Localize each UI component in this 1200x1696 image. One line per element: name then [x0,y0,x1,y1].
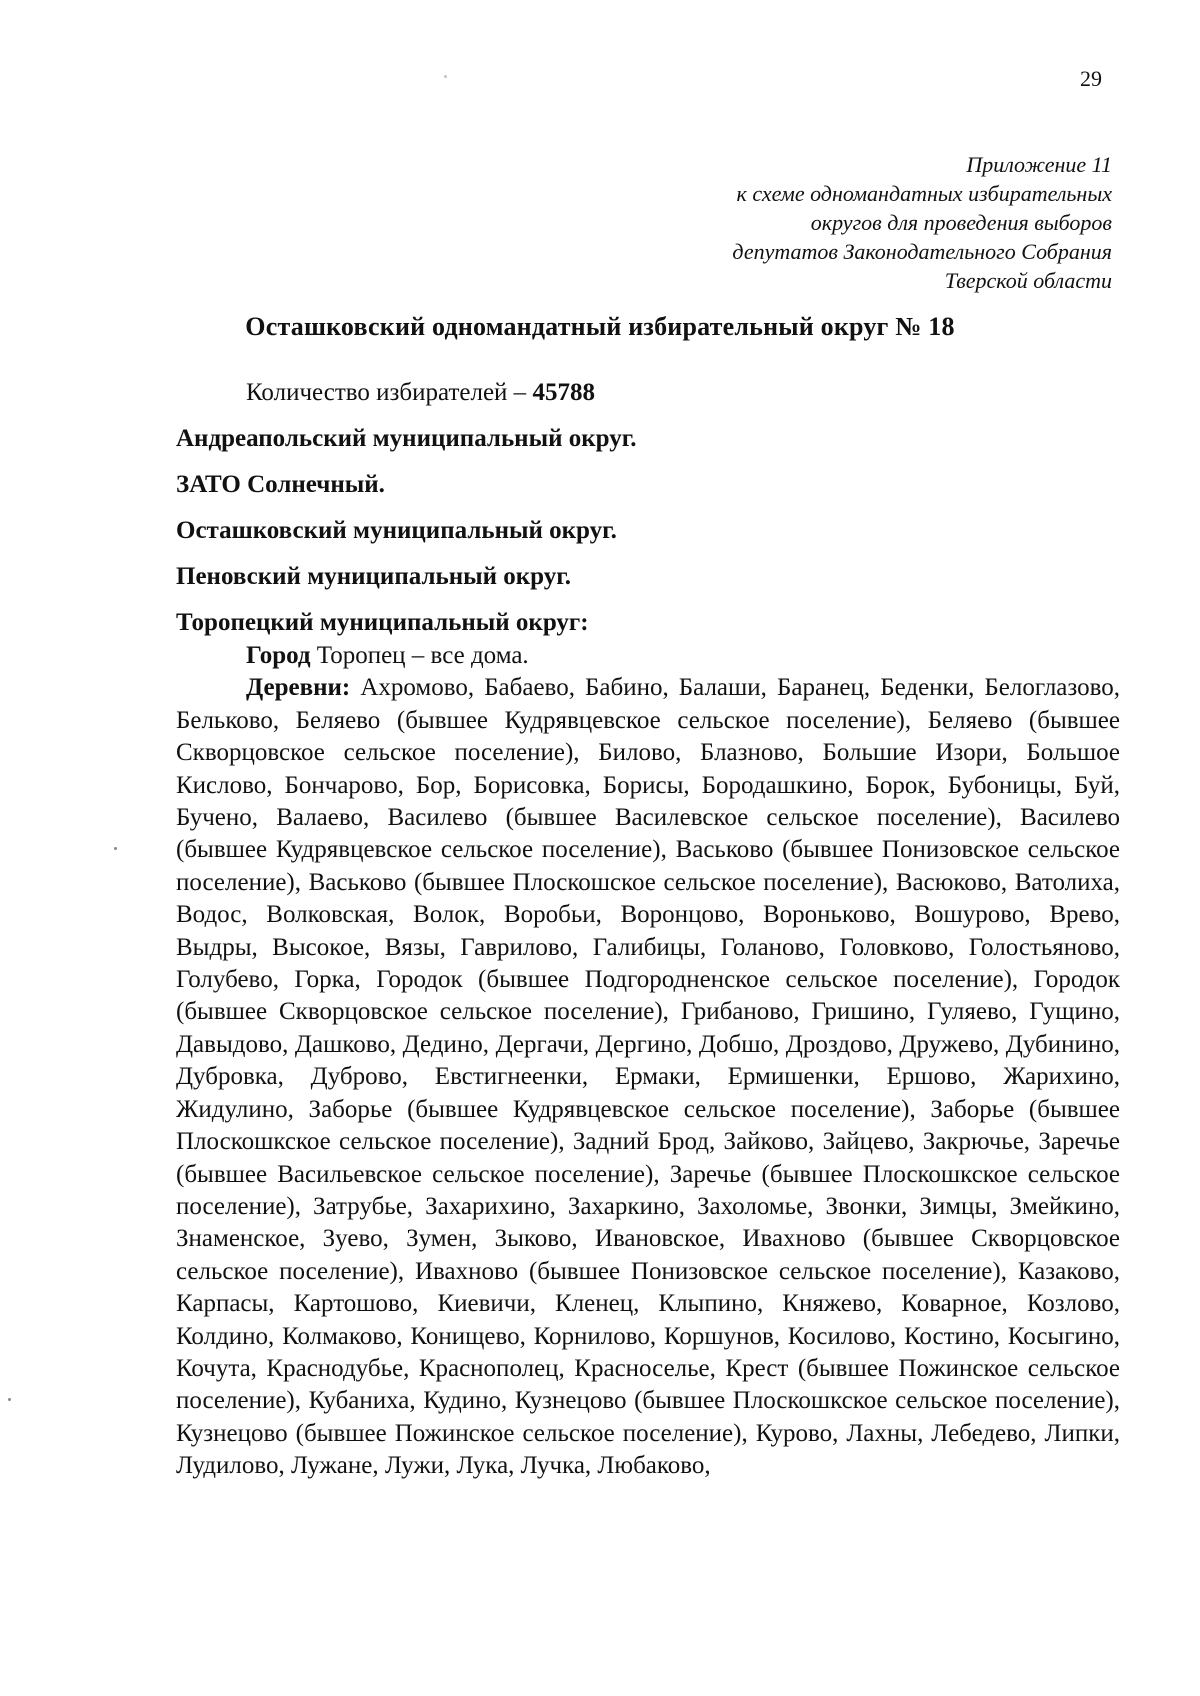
appendix-line: Приложение 11 [966,152,1112,177]
section-heading: ЗАТО Солнечный. [176,471,385,498]
villages-paragraph [176,672,1120,1482]
city-label: Город [246,642,311,669]
city-paragraph [176,640,1120,672]
villages-text: Ахромово, Бабаево, Бабино, Балаши, Баранец, Беденки, Белоглазово, Бельково, Беляево (бывшее Кудрявцевское сельское поселение), Беляево (бывшее Скворцовское сельское поселение), Билово, Блазново, Большие Изори, Большое Кислово, Бончарово, Бор, Борисовка, Борисы, Бородашкино, Борок, Бубоницы, Буй, Бучено, Валаево, Василево (бывшее Василевское сельское поселение), Василево (бывшее Кудрявцевское сельское поселение), Васьково (бывшее Понизовское сельское поселение), Васьково (бывшее Плоскошское сельское поселение), Васюково, Ватолиха, Водос, Волковская, Волок, Воробьи, Воронцово, Вороньково, Вошурово, Врево, Выдры, Высокое, Вязы, Гаврилово, Галибицы, Голаново, Головково, Голостьяново, Голубево, Горка, Городок (бывшее Подгородненское сельское поселение), Городок (бывшее Скворцовское сельское поселение), Грибаново, Гришино, Гуляево, Гущино, Давыдово, Дашково, Дедино, Дергачи, Дергино, Добшо, Дроздово, Дружево, Дубинино, Дубровка, Дуброво, Евстигнеенки, Ермаки, Ермишенки, Ершово, Жарихино, Жидулино, Заборье (бывшее Кудрявцевское сельское поселение), Заборье (бывшее Плоскошкское сельское поселение), Задний Брод, Зайково, Зайцево, Закрючье, Заречье (бывшее Васильевское сельское поселение), Заречье (бывшее Плоскошкское сельское поселение), Затрубье, Захарихино, Захаркино, Захоломье, Звонки, Зимцы, Змейкино, Знаменское, Зуево, Зумен, Зыково, Ивановское, Ивахново (бывшее Скворцовское сельское поселение), Ивахново (бывшее Понизовское сельское поселение), Казаково, Карпасы, Картошово, Киевичи, Кленец, Клыпино, Княжево, Коварное, Козлово, Колдино, Колмаково, Конищево, Корнилово, Коршунов, Косилово, Костино, Косыгино, Кочута, Краснодубье, Краснополец, Красноселье, Крест (бывшее Пожинское сельское поселение), Кубаниха, Кудино, Кузнецово (бывшее Плоскошкское сельское поселение), Кузнецово (бывшее Пожинское сельское поселение), Курово, Лахны, Лебедево, Липки, Лудилово, Лужане, Лужи, Лука, Лучка, Любаково, [176,674,1120,1480]
district-title: Осташковский одномандатный избирательный округ № 18 [245,312,955,341]
appendix-line: округов для проведения выборов [810,210,1112,235]
voter-count-line [176,376,1120,410]
voter-count-label: Количество избирателей – [246,379,533,406]
appendix-line: Тверской области [944,268,1112,293]
section-heading: Осташковский муниципальный округ. [176,517,617,544]
section-heading: Пеновский муниципальный округ. [176,563,572,590]
scan-speck [8,1398,11,1401]
section-heading: Торопецкий муниципальный округ: [176,609,589,636]
villages-label: Деревни: [246,674,351,702]
scan-speck [444,75,447,78]
city-text: Торопец – все дома. [310,642,529,669]
appendix-header [552,150,1112,295]
scan-speck [114,847,117,850]
section-heading: Андреапольский муниципальный округ. [176,425,637,452]
appendix-line: к схеме одномандатных избирательных [736,181,1112,206]
voter-count-value: 45788 [532,379,595,406]
page-number: 29 [1080,66,1102,91]
document-body [176,376,1120,1483]
appendix-line: депутатов Законодательного Собрания [732,239,1112,264]
